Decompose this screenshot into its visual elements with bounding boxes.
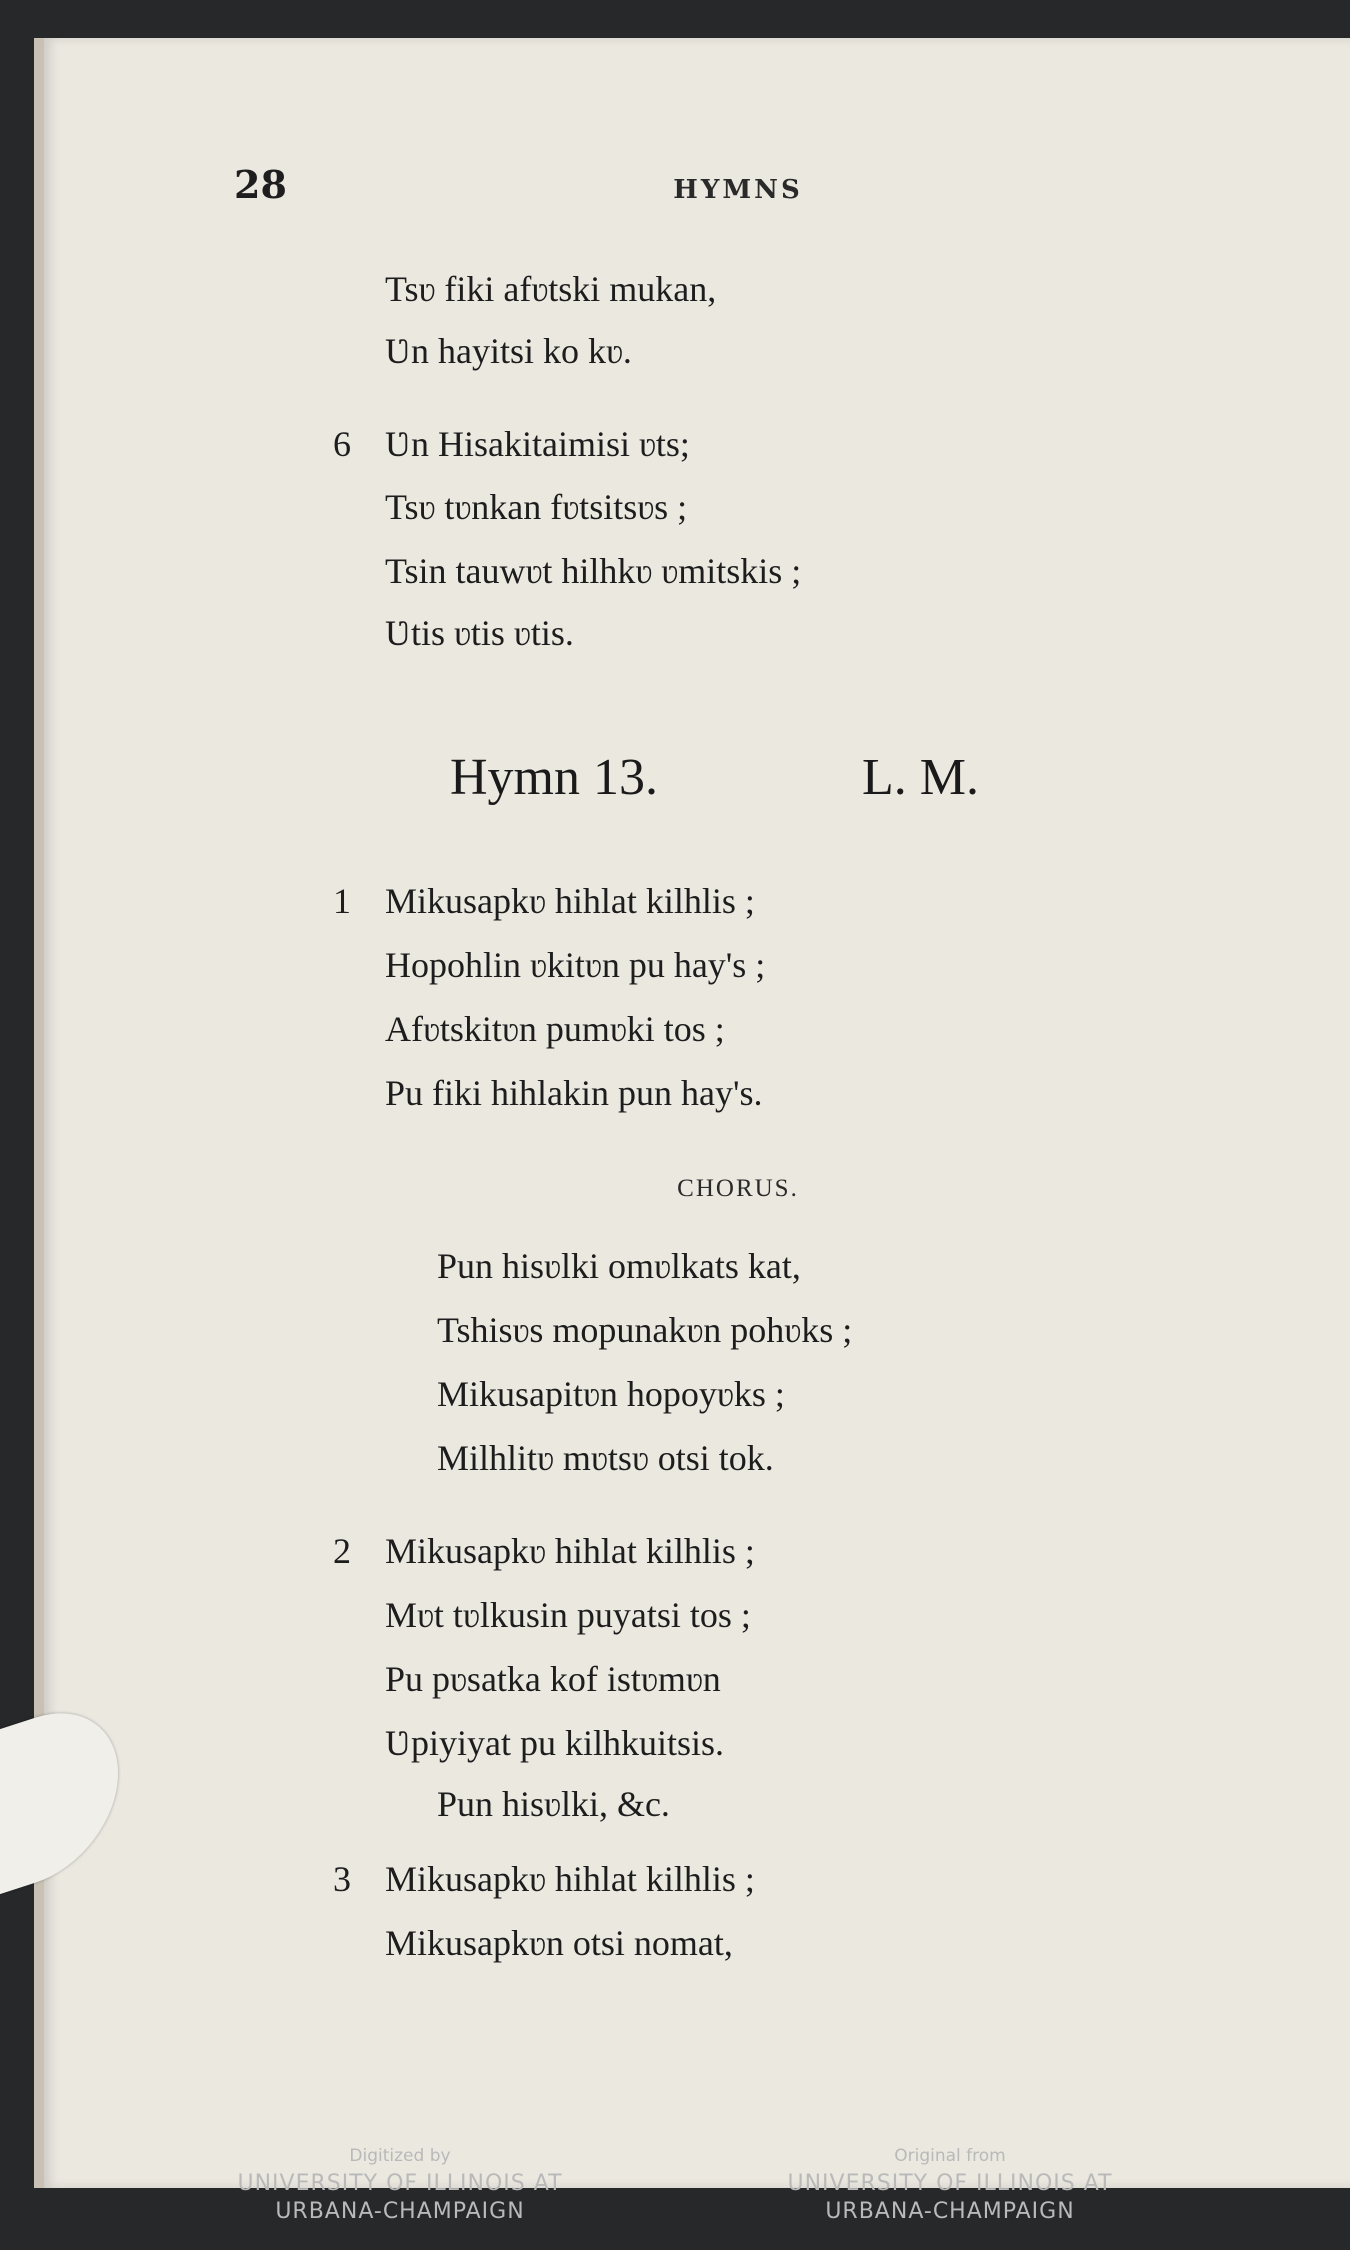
- footer-original-line1: UNIVERSITY OF ILLINOIS AT: [787, 2171, 1113, 2196]
- verse-line: Ʋpiyiyat pu kilhkuitsis.: [385, 1723, 725, 1763]
- footer-digitized-line1: UNIVERSITY OF ILLINOIS AT: [237, 2171, 563, 2196]
- chorus-line: Mikusapitʋn hopoyʋks ;: [437, 1374, 785, 1414]
- verse-line: Ʋn hayitsi ko kʋ.: [385, 331, 632, 371]
- verse-line: Mikusapkʋ hihlat kilhlis ;: [385, 1531, 755, 1571]
- refrain-line: Pun hisʋlki, &c.: [437, 1784, 670, 1824]
- chorus-line: Milhlitʋ mʋtsʋ otsi tok.: [437, 1438, 774, 1478]
- verse-number: 6: [333, 424, 351, 464]
- verse-line: Pu fiki hihlakin pun hay's.: [385, 1073, 763, 1113]
- footer-original-line2: URBANA-CHAMPAIGN: [825, 2199, 1075, 2224]
- footer-original-label: Original from: [894, 2146, 1006, 2166]
- verse-line: Afʋtskitʋn pumʋki tos ;: [385, 1009, 725, 1049]
- hymn-title: Hymn 13.: [450, 749, 658, 806]
- running-header: HYMNS: [673, 175, 803, 205]
- footer-digitized-label: Digitized by: [349, 2146, 451, 2166]
- footer-original: [750, 2142, 1150, 2226]
- verse-line: Mikusapkʋ hihlat kilhlis ;: [385, 1859, 755, 1899]
- verse-line: Tsʋ fiki afʋtski mukan,: [385, 269, 717, 309]
- footer-digitized: [200, 2142, 600, 2226]
- footer-digitized-line2: URBANA-CHAMPAIGN: [275, 2199, 525, 2224]
- page-number: 28: [234, 162, 287, 207]
- chorus-line: Pun hisʋlki omʋlkats kat,: [437, 1246, 801, 1286]
- hymn-meter: L. M.: [862, 749, 979, 806]
- verse-line: Pu pʋsatka kof istʋmʋn: [385, 1659, 721, 1699]
- verse-line: Tsin tauwʋt hilhkʋ ʋmitskis ;: [385, 551, 802, 591]
- verse-number: 2: [333, 1531, 351, 1571]
- verse-line: Mikusapkʋn otsi nomat,: [385, 1923, 733, 1963]
- verse-number: 1: [333, 881, 351, 921]
- verse-line: Mʋt tʋlkusin puyatsi tos ;: [385, 1595, 751, 1635]
- verse-line: Hopohlin ʋkitʋn pu hay's ;: [385, 945, 766, 985]
- verse-line: Ʋtis ʋtis ʋtis.: [385, 613, 574, 653]
- verse-line: Tsʋ tʋnkan fʋtsitsʋs ;: [385, 487, 688, 527]
- verse-line: Mikusapkʋ hihlat kilhlis ;: [385, 881, 755, 921]
- chorus-line: Tshisʋs mopunakʋn pohʋks ;: [437, 1310, 853, 1350]
- chorus-label: CHORUS.: [677, 1175, 799, 1202]
- verse-line: Ʋn Hisakitaimisi ʋts;: [385, 424, 690, 464]
- verse-number: 3: [333, 1859, 351, 1899]
